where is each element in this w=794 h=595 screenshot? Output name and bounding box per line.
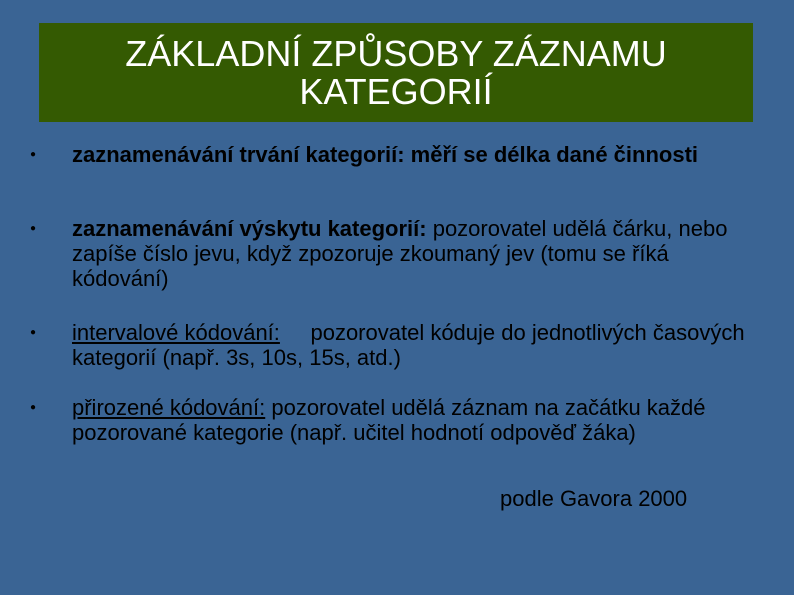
bullet-icon: ● bbox=[30, 223, 37, 234]
title-line-1: ZÁKLADNÍ ZPŮSOBY ZÁZNAMU bbox=[125, 32, 667, 74]
item-text: pozorovatel kóduje do jednotlivých časových kategorií (např. 3s, 10s, 15s, atd.) bbox=[72, 320, 751, 370]
list-item bbox=[30, 216, 752, 291]
item-underlined-text: přirozené kódování: bbox=[72, 395, 266, 420]
list-item bbox=[30, 320, 752, 370]
list-item bbox=[30, 395, 752, 445]
bullet-icon: ● bbox=[30, 149, 37, 160]
item-bold-text: zaznamenávání výskytu kategorií: bbox=[72, 216, 427, 241]
item-text: pozorovatel udělá čárku, nebo zapíše číslo jevu, když zpozoruje zkoumaný jev (tomu se říká kódování) bbox=[72, 216, 728, 291]
title-line-2: KATEGORIÍ bbox=[299, 70, 493, 112]
list-item bbox=[30, 142, 752, 167]
item-underlined-text: intervalové kódování: bbox=[72, 320, 280, 345]
item-bold-text: zaznamenávání trvání kategorií: měří se délka dané činnosti bbox=[72, 142, 699, 167]
source-credit: podle Gavora 2000 bbox=[500, 486, 688, 511]
bullet-icon: ● bbox=[30, 327, 37, 338]
item-text: pozorovatel udělá záznam na začátku každé pozorované kategorie (např. učitel hodnotí odpověď žáka) bbox=[72, 395, 706, 445]
bullet-icon: ● bbox=[30, 402, 37, 413]
